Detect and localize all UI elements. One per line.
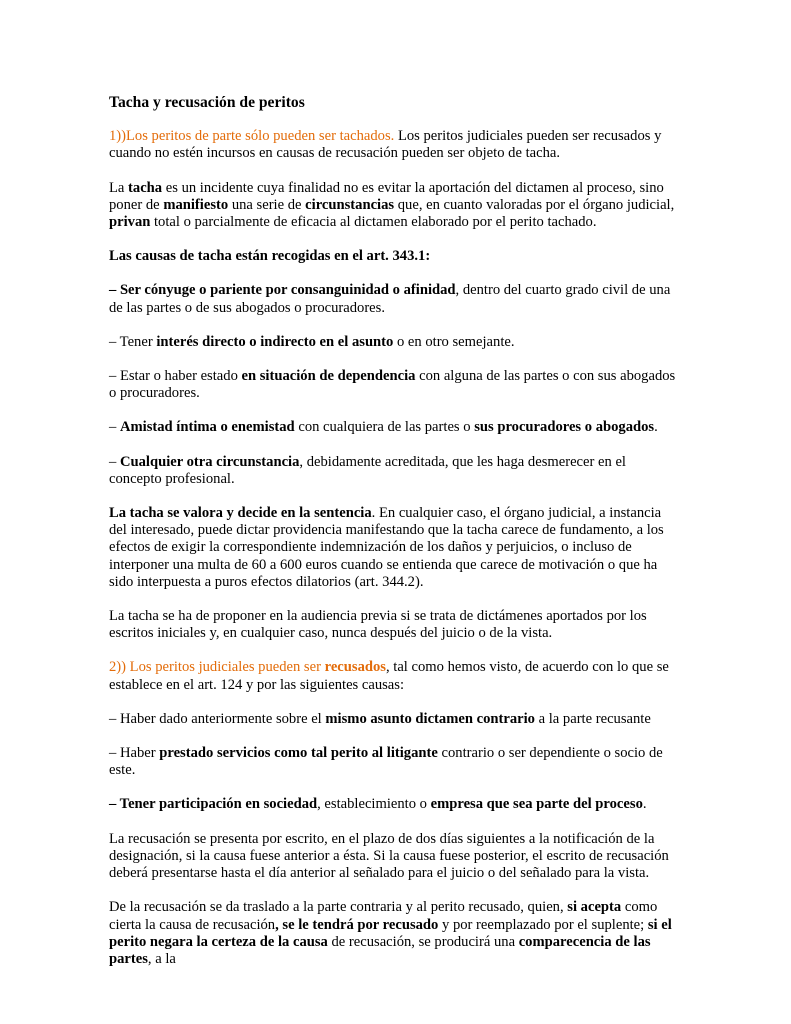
- list-item-otra-circunstancia: [109, 454, 681, 488]
- list-item-conyuge: [109, 282, 681, 316]
- paragraph-text: – Haber dado anteriormente sobre el: [109, 710, 326, 727]
- paragraph-proponer-tacha: La tacha se ha de proponer en la audiencia previa si se trata de dictámenes aportados por los escritos iniciales y, en cualquier caso, nunca después del juicio o de la vista.: [109, 608, 647, 642]
- paragraph-text: , debidamente acreditada, que les haga desmerecer en el concepto profesional.: [109, 453, 626, 487]
- paragraph-text: una serie de: [228, 196, 306, 213]
- paragraph-text: –: [109, 419, 120, 436]
- list-item-dictamen-contrario: [109, 711, 681, 728]
- bold-text: Amistad íntima o enemistad: [119, 419, 295, 436]
- bold-text: – Tener participación en sociedad: [109, 796, 318, 813]
- bold-text: empresa que sea parte del proceso: [430, 796, 643, 813]
- paragraph-text: . En cualquier caso, el órgano judicial, a instancia del interesado, puede dictar providencia manifestando que la tacha carece de fundamento, a los efectos de exigir la correspondiente indemnización de los daños y perjuicios, o incluso de interponer una multa de 60 a 600 euros cuando se entienda que carece de motivación o que ha sido interpuesta a puros efectos dilatorios (art. 344.2).: [109, 505, 664, 590]
- paragraph-text: –: [109, 453, 120, 470]
- list-item-interes: [109, 334, 681, 351]
- bold-text: La tacha se valora y decide en la sentencia: [109, 505, 372, 522]
- paragraph-text: , dentro del cuarto grado civil de una de las partes o de sus abogados o procuradores.: [109, 282, 671, 316]
- bold-text: prestado servicios como tal perito al litigante: [159, 745, 438, 762]
- bold-text: Cualquier otra circunstancia: [119, 453, 300, 470]
- paragraph-peritos-parte: [109, 128, 681, 162]
- paragraph-text: es un incidente cuya finalidad no es evitar la aportación del dictamen al proceso, sino poner de: [109, 179, 664, 213]
- paragraph-text: – Tener: [109, 333, 157, 350]
- bold-text: interés directo o indirecto en el asunto: [156, 333, 394, 350]
- bold-text: en situación de dependencia: [241, 368, 416, 385]
- paragraph-text: , tal como hemos visto, de acuerdo con lo que se establece en el art. 124 y por las siguientes causas:: [109, 659, 669, 693]
- paragraph-text: y por reemplazado por el suplente;: [438, 916, 648, 933]
- bold-text: tacha: [128, 179, 163, 196]
- bold-text: – Ser cónyuge o pariente por consanguinidad o afinidad: [109, 282, 456, 299]
- highlight-text: 2)) Los peritos judiciales pueden ser: [109, 659, 325, 676]
- paragraph-text: Los peritos judiciales pueden ser recusados y cuando no estén incursos en causas de recusación pueden ser objeto de tacha.: [109, 128, 662, 162]
- paragraph-text: .: [642, 796, 647, 813]
- paragraph-valoracion-tacha: [109, 505, 681, 591]
- paragraph-text: de recusación, se producirá una: [327, 933, 519, 950]
- paragraph-text: , establecimiento o: [317, 796, 431, 813]
- bold-text: si el perito negara la certeza de la causa: [109, 916, 672, 950]
- paragraph-plazo-recusacion: La recusación se presenta por escrito, en el plazo de dos días siguientes a la notificación de la designación, si la causa fuese anterior a ésta. Si la causa fuese posterior, el escrito de recusación deberá presentarse hasta el día anterior al señalado para el juicio o del señalado para la vista.: [109, 830, 669, 882]
- bold-text: , se le tendrá por recusado: [275, 916, 439, 933]
- paragraph-text: como cierta la causa de recusación: [109, 899, 658, 933]
- highlight-text: 1))Los peritos de parte sólo pueden ser tachados.: [109, 128, 395, 145]
- paragraph-text: – Haber: [109, 745, 160, 762]
- bold-text: privan: [109, 214, 151, 231]
- paragraph-text: total o parcialmente de eficacia al dictamen elaborado por el perito tachado.: [150, 214, 597, 231]
- paragraph-peritos-judiciales: [109, 659, 681, 693]
- list-item-participacion: [109, 796, 681, 813]
- bold-text: circunstancias: [305, 196, 395, 213]
- paragraph-text: con alguna de las partes o con sus abogados o procuradores.: [109, 368, 676, 402]
- document-page: [109, 94, 681, 985]
- paragraph-text: De la recusación se da traslado a la parte contraria y al perito recusado, quien,: [109, 899, 568, 916]
- highlight-bold-text: recusados: [324, 659, 386, 676]
- paragraph-text: con cualquiera de las partes o: [294, 419, 475, 436]
- paragraph-text: o en otro semejante.: [393, 333, 515, 350]
- paragraph-tacha-definicion: [109, 180, 681, 232]
- section-heading-causas-tacha: [109, 248, 681, 265]
- paragraph-traslado-recusacion: [109, 899, 681, 968]
- paragraph-text: La: [109, 179, 129, 196]
- list-item-dependencia: [109, 368, 681, 402]
- paragraph-text: contrario o ser dependiente o socio de este.: [109, 745, 663, 779]
- bold-text: manifiesto: [163, 196, 229, 213]
- bold-text: mismo asunto dictamen contrario: [325, 710, 535, 727]
- paragraph-text: – Estar o haber estado: [109, 368, 242, 385]
- bold-text: sus procuradores o abogados: [474, 419, 655, 436]
- list-item-servicios: [109, 745, 681, 779]
- paragraph-text: , a la: [147, 950, 176, 967]
- bold-text: Las causas de tacha están recogidas en el art. 343.1:: [109, 248, 431, 265]
- paragraph-text: que, en cuanto valoradas por el órgano judicial,: [394, 196, 675, 213]
- bold-text: comparecencia de las partes: [109, 933, 651, 967]
- bold-text: si acepta: [567, 899, 622, 916]
- list-item-amistad: [109, 419, 681, 436]
- paragraph-text: .: [654, 419, 658, 436]
- paragraph-text: a la parte recusante: [534, 710, 651, 727]
- document-title: Tacha y recusación de peritos: [109, 94, 305, 111]
